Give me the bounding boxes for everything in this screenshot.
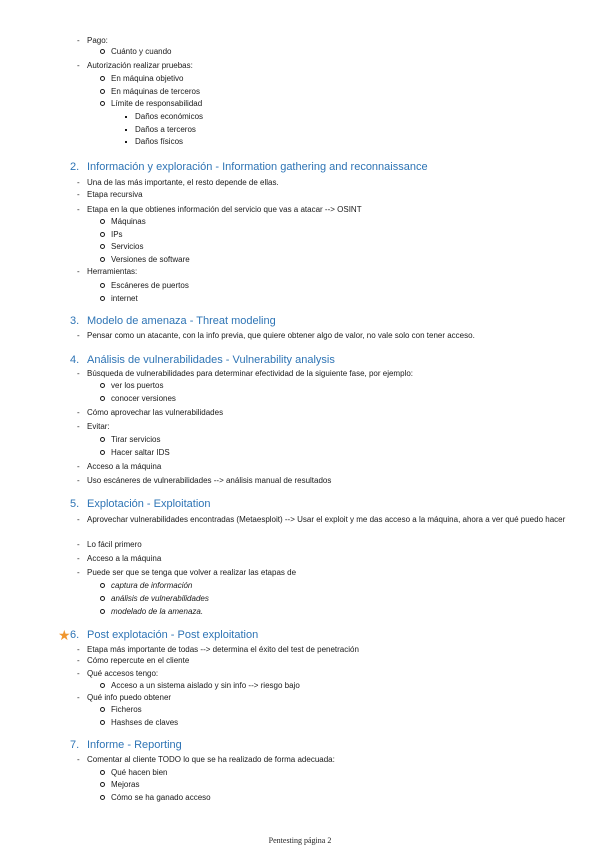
dash-bullet: -: [77, 369, 80, 378]
dash-bullet: -: [77, 476, 80, 485]
list-item: Búsqueda de vulnerabilidades para determinar efectividad de la siguiente fase, por ejemplo:: [87, 369, 413, 378]
dash-bullet: -: [77, 190, 80, 199]
list-item: Cómo se ha ganado acceso: [111, 793, 211, 802]
dash-bullet: -: [77, 554, 80, 563]
list-item: Etapa más importante de todas --> determina el éxito del test de penetración: [87, 645, 359, 654]
dash-bullet: -: [77, 422, 80, 431]
circle-bullet: [100, 609, 105, 614]
dash-bullet: -: [77, 331, 80, 340]
list-item: Mejoras: [111, 780, 140, 789]
circle-bullet: [100, 219, 105, 224]
list-item: Comentar al cliente TODO lo que se ha realizado de forma adecuada:: [87, 755, 335, 764]
dash-bullet: -: [77, 61, 80, 70]
list-item: En máquinas de terceros: [111, 87, 200, 96]
circle-bullet: [100, 232, 105, 237]
circle-bullet: [100, 707, 105, 712]
section-number: 5.: [70, 498, 80, 510]
circle-bullet: [100, 296, 105, 301]
dash-bullet: -: [77, 540, 80, 549]
section-number: 6.: [70, 629, 80, 641]
list-item: Acceso a la máquina: [87, 462, 162, 471]
section-number: 2.: [70, 161, 80, 173]
list-item: Etapa en la que obtienes información del servicio que vas a atacar --> OSINT: [87, 205, 362, 214]
circle-bullet: [100, 782, 105, 787]
list-item: Máquinas: [111, 217, 146, 226]
list-item: Daños económicos: [135, 112, 204, 121]
circle-bullet: [100, 450, 105, 455]
list-item: Evitar:: [87, 422, 110, 431]
list-item: IPs: [111, 230, 123, 239]
section-heading-exploitation: Explotación - Exploitation: [87, 498, 211, 510]
circle-bullet: [100, 76, 105, 81]
page-footer: Pentesting página 2: [268, 836, 332, 845]
list-item: Herramientas:: [87, 267, 138, 276]
dash-bullet: -: [77, 178, 80, 187]
square-bullet: [125, 116, 127, 118]
list-item: Etapa recursiva: [87, 190, 143, 199]
circle-bullet: [100, 596, 105, 601]
list-item: Acceso a la máquina: [87, 554, 162, 563]
list-item: Daños a terceros: [135, 125, 196, 134]
list-item: Qué info puedo obtener: [87, 693, 172, 702]
section-heading-information-gathering: Información y exploración - Information gathering and reconnaissance: [87, 161, 428, 173]
list-item: Uso escáneres de vulnerabilidades --> análisis manual de resultados: [87, 476, 332, 485]
dash-bullet: -: [77, 267, 80, 276]
dash-bullet: -: [77, 656, 80, 665]
list-item: Servicios: [111, 242, 144, 251]
circle-bullet: [100, 795, 105, 800]
list-item: Cuánto y cuando: [111, 47, 172, 56]
dash-bullet: -: [77, 408, 80, 417]
dash-bullet: -: [77, 462, 80, 471]
circle-bullet: [100, 89, 105, 94]
dash-bullet: -: [77, 205, 80, 214]
list-item: Tirar servicios: [111, 435, 161, 444]
dash-bullet: -: [77, 693, 80, 702]
list-item: Aprovechar vulnerabilidades encontradas (Metaesploit) --> Usar el exploit y me das acceso a la máquina, ahora a ver qué puedo hacer: [87, 515, 566, 524]
section-number: 4.: [70, 354, 80, 366]
square-bullet: [125, 129, 127, 131]
circle-bullet: [100, 101, 105, 106]
circle-bullet: [100, 683, 105, 688]
list-item: Una de las más importante, el resto depende de ellas.: [87, 178, 279, 187]
circle-bullet: [100, 383, 105, 388]
list-item-autorizacion: Autorización realizar pruebas:: [87, 61, 193, 70]
list-item: Ficheros: [111, 705, 142, 714]
circle-bullet: [100, 720, 105, 725]
dash-bullet: -: [77, 669, 80, 678]
list-item: Límite de responsabilidad: [111, 99, 203, 108]
list-item: Qué hacen bien: [111, 768, 168, 777]
list-item: Daños físicos: [135, 137, 184, 146]
circle-bullet: [100, 257, 105, 262]
circle-bullet: [100, 437, 105, 442]
list-item: captura de información: [111, 581, 193, 590]
circle-bullet: [100, 244, 105, 249]
star-icon: ★: [58, 627, 71, 643]
list-item: Puede ser que se tenga que volver a realizar las etapas de: [87, 568, 297, 577]
list-item-pago: Pago:: [87, 36, 108, 45]
list-item: Cómo repercute en el cliente: [87, 656, 190, 665]
circle-bullet: [100, 396, 105, 401]
list-item: Versiones de software: [111, 255, 190, 264]
section-heading-vulnerability-analysis: Análisis de vulnerabilidades - Vulnerability analysis: [87, 354, 335, 366]
list-item: Escáneres de puertos: [111, 281, 189, 290]
list-item: Hashses de claves: [111, 718, 179, 727]
dash-bullet: -: [77, 568, 80, 577]
list-item: Qué accesos tengo:: [87, 669, 159, 678]
dash-bullet: -: [77, 515, 80, 524]
list-item: Lo fácil primero: [87, 540, 142, 549]
dash-bullet: -: [77, 755, 80, 764]
circle-bullet: [100, 583, 105, 588]
list-item: internet: [111, 294, 138, 303]
list-item: modelado de la amenaza.: [111, 607, 204, 616]
section-heading-reporting: Informe - Reporting: [87, 739, 182, 751]
section-heading-threat-modeling: Modelo de amenaza - Threat modeling: [87, 315, 276, 327]
circle-bullet: [100, 49, 105, 54]
list-item: En máquina objetivo: [111, 74, 184, 83]
list-item: análisis de vulnerabilidades: [111, 594, 209, 603]
list-item: Acceso a un sistema aislado y sin info --> riesgo bajo: [111, 681, 300, 690]
list-item: ver los puertos: [111, 381, 164, 390]
section-number: 3.: [70, 315, 80, 327]
circle-bullet: [100, 770, 105, 775]
circle-bullet: [100, 283, 105, 288]
dash-bullet: -: [77, 645, 80, 654]
list-item: conocer versiones: [111, 394, 176, 403]
section-heading-post-exploitation: Post explotación - Post exploitation: [87, 629, 259, 641]
square-bullet: [125, 141, 127, 143]
list-item: Hacer saltar IDS: [111, 448, 170, 457]
section-number: 7.: [70, 739, 80, 751]
dash-bullet: -: [77, 36, 80, 45]
list-item: Pensar como un atacante, con la info previa, que quiere obtener algo de valor, no vale solo con tener acceso.: [87, 331, 475, 340]
list-item: Cómo aprovechar las vulnerabilidades: [87, 408, 224, 417]
